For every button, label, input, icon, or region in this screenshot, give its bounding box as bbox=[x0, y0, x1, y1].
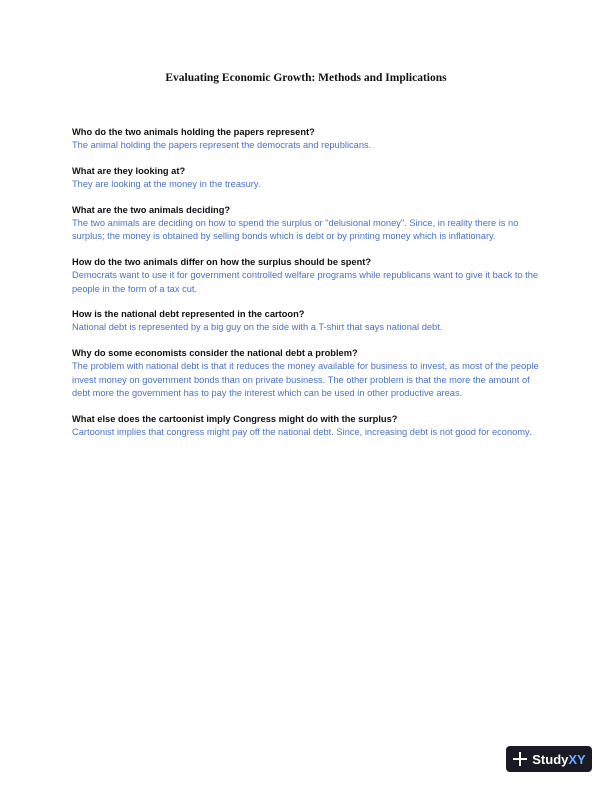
brand-name-part1: Study bbox=[532, 751, 569, 767]
answer-text: National debt is represented by a big guy on the side with a T-shirt that says national debt. bbox=[72, 322, 443, 333]
qa-item bbox=[72, 256, 542, 296]
document-title: Evaluating Economic Growth: Methods and Implications bbox=[165, 72, 447, 84]
answer-text: Democrats want to use it for government controlled welfare programs while republicans want to give it back to the people in the form of a tax cut. bbox=[72, 270, 539, 294]
question-text: Why do some economists consider the national debt a problem? bbox=[72, 347, 358, 358]
plus-cross-icon bbox=[512, 751, 528, 767]
brand-wordmark bbox=[532, 753, 585, 766]
qa-item bbox=[72, 413, 542, 440]
question-text: How do the two animals differ on how the surplus should be spent? bbox=[72, 256, 372, 267]
qa-list bbox=[72, 126, 542, 451]
qa-item bbox=[72, 204, 542, 244]
brand-name-part2: XY bbox=[568, 751, 586, 767]
qa-item bbox=[72, 308, 542, 335]
answer-text: The two animals are deciding on how to spend the surplus or "delusional money". Since, in reality there is no surplus; the money is obtained by selling bonds which is debt or by printing money which is inflationary. bbox=[72, 218, 519, 242]
question-text: What are the two animals deciding? bbox=[72, 204, 231, 215]
qa-item bbox=[72, 165, 542, 192]
question-text: Who do the two animals holding the papers represent? bbox=[72, 127, 315, 137]
question-text: What else does the cartoonist imply Congress might do with the surplus? bbox=[72, 413, 398, 424]
answer-text: The animal holding the papers represent the democrats and republicans. bbox=[72, 140, 372, 151]
answer-text: The problem with national debt is that it reduces the money available for business to invest, as most of the people invest money on government bonds than on private business. The other problem is that the more the amount of debt more the government has to pay the interest which can be used in other productive areas. bbox=[72, 361, 539, 399]
qa-item bbox=[72, 126, 542, 153]
question-text: What are they looking at? bbox=[72, 165, 186, 176]
studyxy-logo-badge[interactable] bbox=[506, 746, 592, 772]
answer-text: They are looking at the money in the treasury. bbox=[72, 179, 261, 190]
answer-text: Cartoonist implies that congress might pay off the national debt. Since, increasing debt is not good for economy. bbox=[72, 426, 532, 437]
qa-item bbox=[72, 347, 542, 401]
question-text: How is the national debt represented in the cartoon? bbox=[72, 309, 305, 320]
